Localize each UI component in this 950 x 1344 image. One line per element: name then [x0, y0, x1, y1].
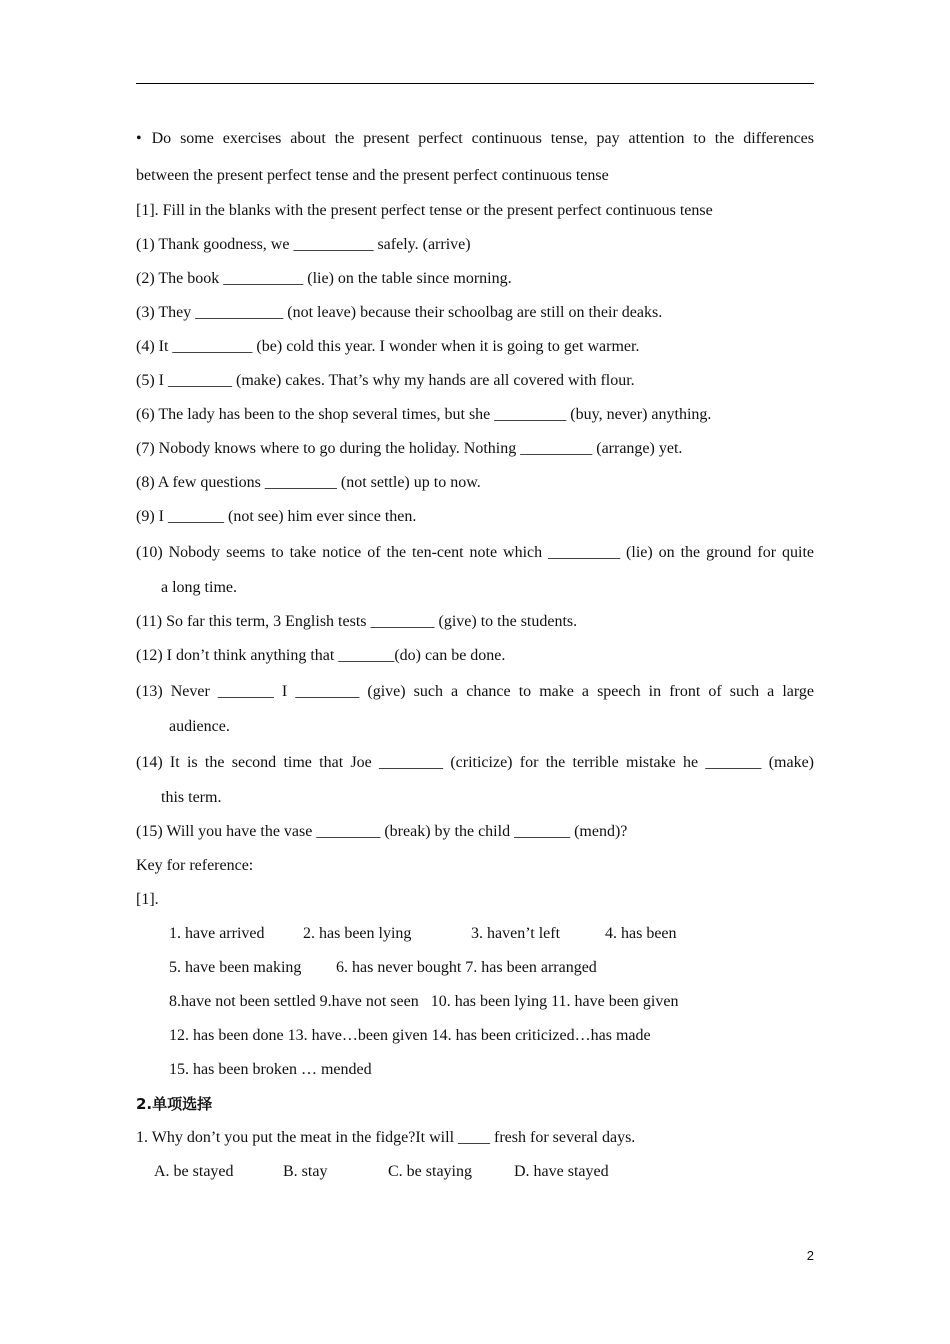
question-9: (9) I _______ (not see) him ever since then.	[136, 508, 417, 525]
page-content	[136, 120, 814, 1189]
answer-1: 1. have arrived	[169, 925, 265, 942]
key-row-5: 15. has been broken … mended	[169, 1061, 372, 1078]
question-13-line-1: (13) Never _______ I ________ (give) such a chance to make a speech in front of such a large	[136, 683, 814, 700]
intro-line-1	[136, 120, 814, 157]
answer-6-7: 6. has never bought 7. has been arranged	[336, 959, 597, 976]
option-b: B. stay	[283, 1163, 328, 1180]
key-row-3: 8.have not been settled 9.have not seen 10. has been lying 11. have been given	[169, 993, 679, 1010]
question-15: (15) Will you have the vase ________ (break) by the child _______ (mend)?	[136, 823, 628, 840]
question-3: (3) They ___________ (not leave) because their schoolbag are still on their deaks.	[136, 304, 663, 321]
header-rule	[136, 83, 814, 84]
bullet-icon: •	[136, 130, 142, 147]
key-heading: Key for reference:	[136, 857, 254, 874]
option-a: A. be stayed	[154, 1163, 234, 1180]
question-11: (11) So far this term, 3 English tests ________ (give) to the students.	[136, 613, 578, 630]
question-6: (6) The lady has been to the shop several times, but she _________ (buy, never) anything.	[136, 406, 712, 423]
answer-5: 5. have been making	[169, 959, 302, 976]
intro-line-2: between the present perfect tense and the present perfect continuous tense	[136, 167, 609, 184]
key-row-2	[136, 951, 814, 985]
answer-4: 4. has been	[605, 925, 677, 942]
question-12: (12) I don’t think anything that _______(do) can be done.	[136, 647, 506, 664]
intro-text-1: Do some exercises about the present perfect continuous tense, pay attention to the differences	[151, 130, 814, 147]
key-row-4: 12. has been done 13. have…been given 14. has been criticized…has made	[169, 1027, 651, 1044]
option-c: C. be staying	[388, 1163, 472, 1180]
option-d: D. have stayed	[514, 1163, 609, 1180]
mc-question-1: 1. Why don’t you put the meat in the fidge?It will ____ fresh for several days.	[136, 1129, 636, 1146]
question-10-line-1: (10) Nobody seems to take notice of the ten-cent note which _________ (lie) on the ground for quite	[136, 544, 814, 561]
question-2: (2) The book __________ (lie) on the table since morning.	[136, 270, 512, 287]
question-13-line-2: audience.	[169, 718, 230, 735]
question-4: (4) It __________ (be) cold this year. I wonder when it is going to get warmer.	[136, 338, 640, 355]
answer-3: 3. haven’t left	[471, 925, 561, 942]
question-7: (7) Nobody knows where to go during the holiday. Nothing _________ (arrange) yet.	[136, 440, 683, 457]
key-label: [1].	[136, 891, 159, 908]
question-5: (5) I ________ (make) cakes. That’s why my hands are all covered with flour.	[136, 372, 635, 389]
question-1: (1) Thank goodness, we __________ safely. (arrive)	[136, 236, 471, 253]
question-8: (8) A few questions _________ (not settle) up to now.	[136, 474, 481, 491]
question-14-line-1: (14) It is the second time that Joe ________ (criticize) for the terrible mistake he _______ (make)	[136, 754, 814, 771]
question-10-line-2: a long time.	[161, 579, 237, 596]
key-row-1	[136, 917, 814, 951]
section-2-title: 2.单项选择	[136, 1095, 213, 1113]
mc-options	[136, 1155, 814, 1189]
page-number: 2	[806, 1248, 814, 1263]
question-14-line-2: this term.	[161, 789, 222, 806]
section-1-title: [1]. Fill in the blanks with the present perfect tense or the present perfect continuous tense	[136, 202, 713, 219]
answer-2: 2. has been lying	[303, 925, 412, 942]
